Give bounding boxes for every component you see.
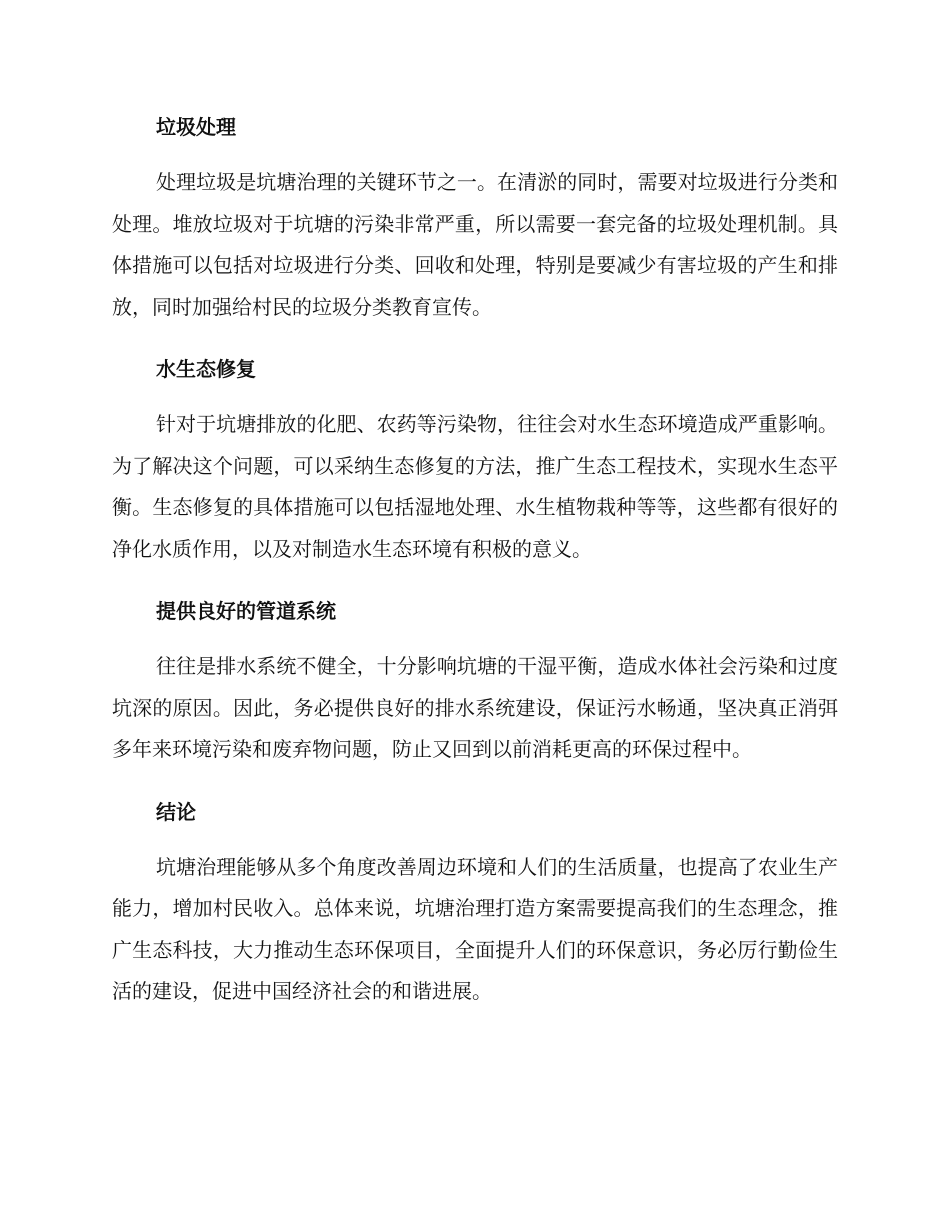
section-paragraph: 处理垃圾是坑塘治理的关键环节之一。在清淤的同时，需要对垃圾进行分类和处理。堆放垃圾对于坑塘的污染非常严重，所以需要一套完备的垃圾处理机制。具体措施可以包括对垃圾进行分类、回收和处理，特别是要减少有害垃圾的产生和排放，同时加强给村民的垃圾分类教育宣传。 [112,170,838,319]
section-conclusion [112,797,838,1013]
section-water-ecology-restoration [112,354,838,570]
section-paragraph: 针对于坑塘排放的化肥、农药等污染物，往往会对水生态环境造成严重影响。为了解决这个问题，可以采纳生态修复的方法，推广生态工程技术，实现水生态平衡。生态修复的具体措施可以包括湿地处理、水生植物栽种等等，这些都有很好的净化水质作用，以及对制造水生态环境有积极的意义。 [112,412,838,561]
section-paragraph: 往往是排水系统不健全，十分影响坑塘的干湿平衡，造成水体社会污染和过度坑深的原因。因此，务必提供良好的排水系统建设，保证污水畅通，坚决真正消弭多年来环境污染和废弃物问题，防止又回到以前消耗更高的环保过程中。 [112,654,838,761]
section-heading: 垃圾处理 [156,115,236,139]
section-garbage-treatment [112,112,838,328]
section-heading: 提供良好的管道系统 [156,599,336,623]
section-paragraph: 坑塘治理能够从多个角度改善周边环境和人们的生活质量，也提高了农业生产能力，增加村民收入。总体来说，坑塘治理打造方案需要提高我们的生态理念，推广生态科技，大力推动生态环保项目，全面提升人们的环保意识，务必厉行勤俭生活的建设，促进中国经济社会的和谐进展。 [112,854,838,1003]
section-heading: 结论 [156,799,196,824]
section-pipeline-system [112,596,838,771]
section-heading: 水生态修复 [156,357,256,381]
